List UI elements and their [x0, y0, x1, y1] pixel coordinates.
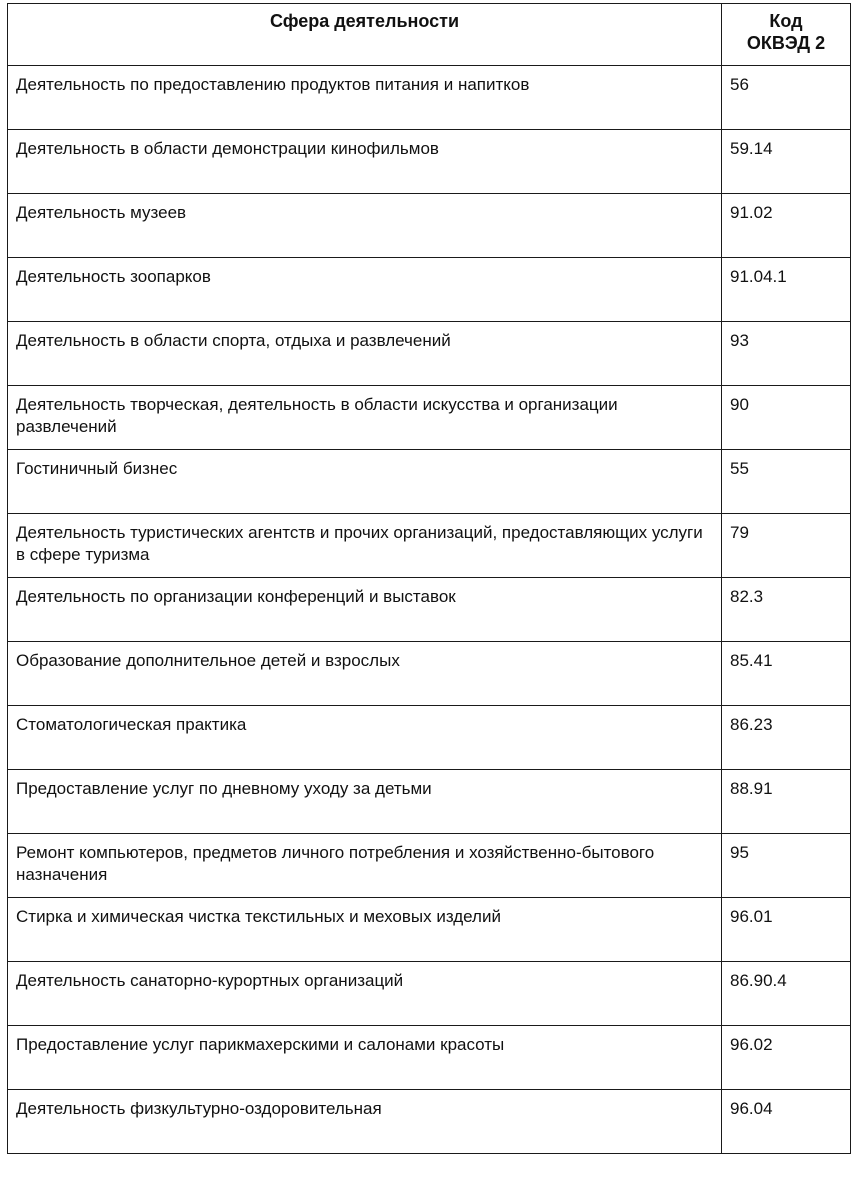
activity-text: Стирка и химическая чистка текстильных и меховых изделий [16, 907, 501, 926]
code-cell [722, 898, 851, 962]
code-cell [722, 514, 851, 578]
table-row [8, 258, 851, 322]
code-cell [722, 66, 851, 130]
header-code-line1: Код [769, 11, 803, 31]
table-row [8, 66, 851, 130]
activity-cell [8, 1090, 722, 1154]
code-cell [722, 962, 851, 1026]
code-text: 55 [730, 459, 749, 478]
activity-cell [8, 386, 722, 450]
table-row [8, 898, 851, 962]
table-row [8, 514, 851, 578]
activity-text: Деятельность по организации конференций и выставок [16, 587, 456, 606]
header-code-line2: ОКВЭД 2 [746, 33, 826, 53]
table-row [8, 578, 851, 642]
table-row [8, 706, 851, 770]
code-cell [722, 706, 851, 770]
activity-text: Деятельность в области спорта, отдыха и развлечений [16, 331, 451, 350]
code-cell [722, 1026, 851, 1090]
activity-text: Деятельность туристических агентств и прочих организаций, предоставляющих услуги в сфере туризма [16, 523, 703, 564]
table-row [8, 642, 851, 706]
table-row [8, 386, 851, 450]
activity-text: Деятельность зоопарков [16, 267, 211, 286]
table-row [8, 450, 851, 514]
activity-cell [8, 1026, 722, 1090]
code-cell [722, 770, 851, 834]
code-cell [722, 642, 851, 706]
okved-table [7, 3, 851, 1154]
activity-text: Стоматологическая практика [16, 715, 247, 734]
code-cell [722, 834, 851, 898]
code-text: 91.04.1 [730, 267, 787, 286]
activity-text: Гостиничный бизнес [16, 459, 178, 478]
activity-cell [8, 898, 722, 962]
header-row [8, 4, 851, 66]
table-row [8, 322, 851, 386]
code-text: 96.02 [730, 1035, 773, 1054]
activity-cell [8, 514, 722, 578]
header-activity-label: Сфера деятельности [269, 11, 460, 31]
activity-cell [8, 66, 722, 130]
activity-text: Образование дополнительное детей и взрослых [16, 651, 400, 670]
activity-cell [8, 194, 722, 258]
code-text: 59.14 [730, 139, 773, 158]
table-body [8, 66, 851, 1154]
code-cell [722, 578, 851, 642]
table-row [8, 834, 851, 898]
code-cell [722, 386, 851, 450]
activity-text: Предоставление услуг парикмахерскими и салонами красоты [16, 1035, 505, 1054]
activity-text: Деятельность музеев [16, 203, 187, 222]
code-text: 96.01 [730, 907, 773, 926]
activity-cell [8, 642, 722, 706]
activity-cell [8, 322, 722, 386]
code-text: 82.3 [730, 587, 764, 606]
header-code [722, 4, 851, 66]
activity-cell [8, 130, 722, 194]
table-row [8, 770, 851, 834]
code-cell [722, 322, 851, 386]
code-cell [722, 258, 851, 322]
code-cell [722, 1090, 851, 1154]
code-text: 91.02 [730, 203, 773, 222]
code-text: 86.23 [730, 715, 773, 734]
activity-text: Деятельность в области демонстрации кинофильмов [16, 139, 439, 158]
code-text: 85.41 [730, 651, 773, 670]
code-cell [722, 194, 851, 258]
activity-text: Ремонт компьютеров, предметов личного потребления и хозяйственно-бытового назначения [16, 843, 655, 884]
activity-cell [8, 578, 722, 642]
code-text: 79 [730, 523, 749, 542]
activity-text: Деятельность по предоставлению продуктов питания и напитков [16, 75, 530, 94]
header-code-label [722, 4, 850, 54]
table-row [8, 194, 851, 258]
activity-cell [8, 258, 722, 322]
code-text: 56 [730, 75, 749, 94]
activity-cell [8, 834, 722, 898]
header-activity [8, 4, 722, 66]
table-header [8, 4, 851, 66]
code-text: 88.91 [730, 779, 773, 798]
activity-text: Предоставление услуг по дневному уходу за детьми [16, 779, 432, 798]
table-row [8, 1026, 851, 1090]
table-row [8, 962, 851, 1026]
activity-cell [8, 450, 722, 514]
table-row [8, 130, 851, 194]
code-text: 86.90.4 [730, 971, 787, 990]
code-text: 95 [730, 843, 749, 862]
code-cell [722, 450, 851, 514]
activity-cell [8, 962, 722, 1026]
activity-cell [8, 706, 722, 770]
table-row [8, 1090, 851, 1154]
code-cell [722, 130, 851, 194]
code-text: 93 [730, 331, 749, 350]
activity-text: Деятельность санаторно-курортных организаций [16, 971, 404, 990]
activity-text: Деятельность творческая, деятельность в области искусства и организации развлечений [16, 395, 618, 436]
code-text: 90 [730, 395, 749, 414]
activity-cell [8, 770, 722, 834]
activity-text: Деятельность физкультурно-оздоровительная [16, 1099, 382, 1118]
okved-table-container [7, 3, 851, 1154]
code-text: 96.04 [730, 1099, 773, 1118]
